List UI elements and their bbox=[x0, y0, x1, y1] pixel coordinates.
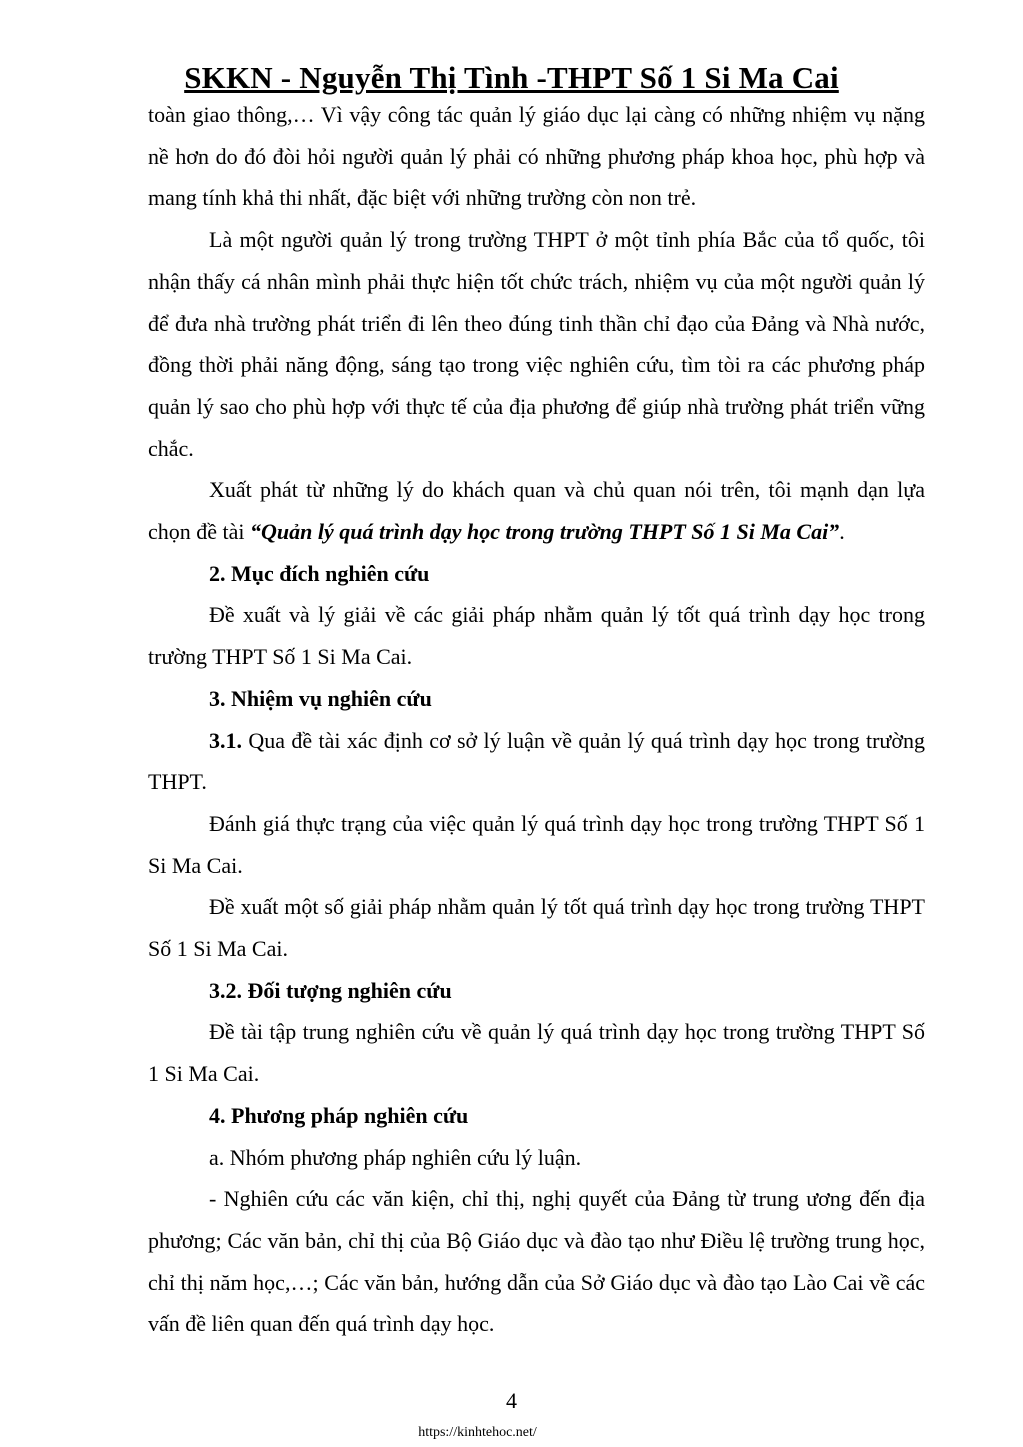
paragraph-method-group: a. Nhóm phương pháp nghiên cứu lý luận. bbox=[209, 1144, 582, 1170]
topic-intro-text: Xuất phát từ những lý do khách quan và chủ quan nói trên, tôi mạnh dạn lựa chọn đề tài bbox=[148, 477, 925, 545]
section-heading-tasks: 3. Nhiệm vụ nghiên cứu bbox=[209, 685, 432, 711]
paragraph-proposal: Đề xuất một số giải pháp nhằm quản lý tốt quá trình dạy học trong trường THPT Số 1 Si Ma Cai. bbox=[148, 894, 925, 962]
paragraph-subject: Đề tài tập trung nghiên cứu về quản lý quá trình dạy học trong trường THPT Số 1 Si Ma Cai. bbox=[148, 1019, 925, 1087]
document-body bbox=[148, 94, 925, 1345]
paragraph-method-detail: - Nghiên cứu các văn kiện, chỉ thị, nghị quyết của Đảng từ trung ương đến địa phương; Các văn bản, chỉ thị của Bộ Giáo dục và đào tạo như Điều lệ trường trung học, chỉ thị năm học,…; Các văn bản, hướng dẫn của Sở Giáo dục và đào tạo Lào Cai về các vấn đề liên quan đến quá trình dạy học. bbox=[148, 1186, 925, 1337]
section-heading-subject: 3.2. Đối tượng nghiên cứu bbox=[209, 977, 452, 1003]
paragraph-continuation: toàn giao thông,… Vì vậy công tác quản lý giáo dục lại càng có những nhiệm vụ nặng nề hơn do đó đòi hỏi người quản lý phải có những phương pháp khoa học, phù hợp và mang tính khả thi nhất, đặc biệt với những trường còn non trẻ. bbox=[148, 102, 925, 211]
footer-url: https://kinhtehoc.net/ bbox=[418, 1425, 537, 1440]
paragraph-role: Là một người quản lý trong trường THPT ở một tỉnh phía Bắc của tổ quốc, tôi nhận thấy cá nhân mình phải thực hiện tốt chức trách, nhiệm vụ của một người quản lý để đưa nhà trường phát triển đi lên theo đúng tinh thần chỉ đạo của Đảng và Nhà nước, đồng thời phải năng động, sáng tạo trong việc nghiên cứu, tìm tòi ra các phương pháp quản lý sao cho phù hợp với thực tế của địa phương để giúp nhà trường phát triển vững chắc. bbox=[148, 227, 925, 461]
paragraph-topic-choice bbox=[148, 469, 925, 552]
section-heading-methods: 4. Phương pháp nghiên cứu bbox=[209, 1102, 469, 1128]
paragraph-assessment: Đánh giá thực trạng của việc quản lý quá trình dạy học trong trường THPT Số 1 Si Ma Cai. bbox=[148, 810, 925, 878]
task-3-1-label: 3.1. bbox=[209, 727, 242, 753]
page-header: SKKN - Nguyễn Thị Tình -THPT Số 1 Si Ma Cai bbox=[184, 60, 839, 95]
paragraph-task-3-1 bbox=[148, 720, 925, 803]
section-heading-purpose: 2. Mục đích nghiên cứu bbox=[209, 560, 430, 586]
page-number: 4 bbox=[506, 1388, 517, 1413]
paragraph-purpose: Đề xuất và lý giải về các giải pháp nhằm quản lý tốt quá trình dạy học trong trường THPT Số 1 Si Ma Cai. bbox=[148, 602, 925, 670]
task-3-1-text: Qua đề tài xác định cơ sở lý luận về quản lý quá trình dạy học trong trường THPT. bbox=[148, 727, 925, 795]
topic-title: “Quản lý quá trình dạy học trong trường THPT Số 1 Si Ma Cai” bbox=[250, 519, 840, 545]
topic-period: . bbox=[839, 519, 845, 545]
